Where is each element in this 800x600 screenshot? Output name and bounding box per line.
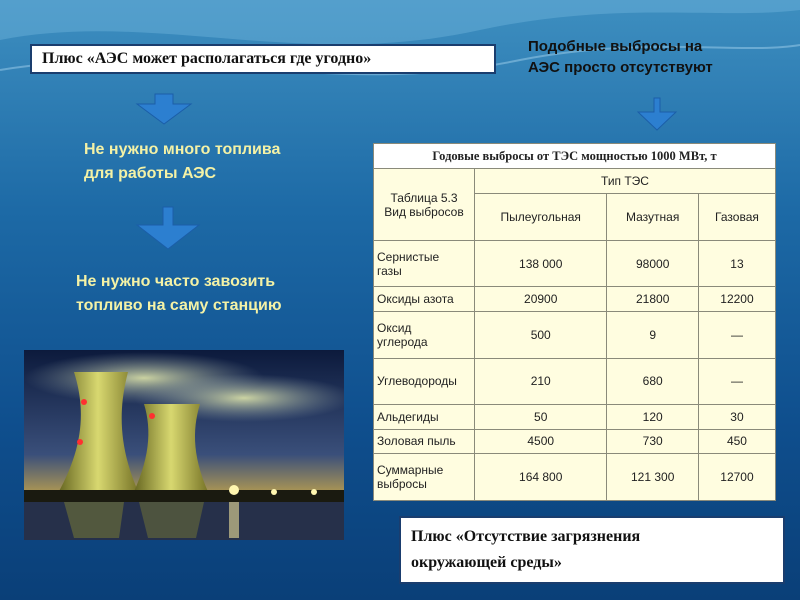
row-label: Углеводороды	[374, 358, 475, 405]
table-cell: 120	[607, 405, 698, 429]
row-label-line: Сернистые	[377, 249, 440, 264]
row-label-line: газы	[377, 263, 402, 278]
row-label-line: Суммарные	[377, 463, 444, 478]
table-cell: 4500	[475, 429, 607, 453]
table-row	[374, 358, 776, 405]
table-caption: Годовые выбросы от ТЭС мощностью 1000 МВт, т	[374, 144, 776, 169]
table-cell: 500	[475, 311, 607, 358]
table-cell: 21800	[607, 287, 698, 311]
point-fuel-amount-line-2: для работы АЭС	[84, 165, 217, 182]
row-label-line: Оксид	[377, 320, 412, 335]
row-label: Оксиды азота	[374, 287, 475, 311]
emissions-table	[373, 143, 776, 501]
point-fuel-amount-line-1: Не нужно много топлива	[84, 141, 281, 158]
row-label-line: выбросы	[377, 477, 427, 492]
table-cell: 50	[475, 405, 607, 429]
arrow-down-icon	[133, 92, 195, 126]
table-row	[374, 405, 776, 429]
right-note-line-2: АЭС просто отсутствуют	[528, 59, 713, 76]
row-label-line: углерода	[377, 334, 428, 349]
point-fuel-delivery-line-1: Не нужно часто завозить	[76, 273, 276, 290]
plant-type-header: Тип ТЭС	[475, 169, 776, 193]
point-fuel-amount	[84, 138, 280, 186]
nuclear-plant-photo	[24, 350, 344, 540]
conclusion-line-2: окружающей среды»	[411, 554, 562, 571]
table-cell: —	[698, 311, 775, 358]
table-cell: 450	[698, 429, 775, 453]
row-label: Альдегиды	[374, 405, 475, 429]
table-cell: —	[698, 358, 775, 405]
emission-type-header: Вид выбросов	[384, 204, 464, 219]
table-cell: 98000	[607, 240, 698, 287]
column-header: Газовая	[698, 193, 775, 240]
arrow-down-icon	[133, 205, 203, 251]
conclusion-box	[399, 516, 785, 584]
table-number: Таблица 5.3	[390, 190, 458, 205]
point-fuel-delivery-line-2: топливо на саму станцию	[76, 297, 282, 314]
column-header: Мазутная	[607, 193, 698, 240]
row-label: Золовая пыль	[374, 429, 475, 453]
arrow-down-icon	[634, 96, 680, 132]
table-cell: 730	[607, 429, 698, 453]
table-row	[374, 287, 776, 311]
table-cell: 121 300	[607, 454, 698, 501]
table-cell: 13	[698, 240, 775, 287]
point-fuel-delivery	[76, 270, 282, 318]
row-label	[374, 311, 475, 358]
table-cell: 9	[607, 311, 698, 358]
table-cell: 30	[698, 405, 775, 429]
table-cell: 680	[607, 358, 698, 405]
row-label	[374, 240, 475, 287]
table-cell: 20900	[475, 287, 607, 311]
conclusion-line-1: Плюс «Отсутствие загрязнения	[411, 528, 641, 545]
table-row	[374, 240, 776, 287]
right-note	[528, 36, 788, 78]
table-row	[374, 311, 776, 358]
title-box: Плюс «АЭС может располагаться где угодно»	[30, 44, 496, 74]
right-note-line-1: Подобные выбросы на	[528, 38, 703, 55]
table-cell: 12700	[698, 454, 775, 501]
table-cell: 12200	[698, 287, 775, 311]
table-corner-header	[374, 169, 475, 240]
table-row	[374, 429, 776, 453]
row-label	[374, 454, 475, 501]
column-header: Пылеугольная	[475, 193, 607, 240]
table-cell: 138 000	[475, 240, 607, 287]
table-cell: 210	[475, 358, 607, 405]
table-row	[374, 454, 776, 501]
table-cell: 164 800	[475, 454, 607, 501]
